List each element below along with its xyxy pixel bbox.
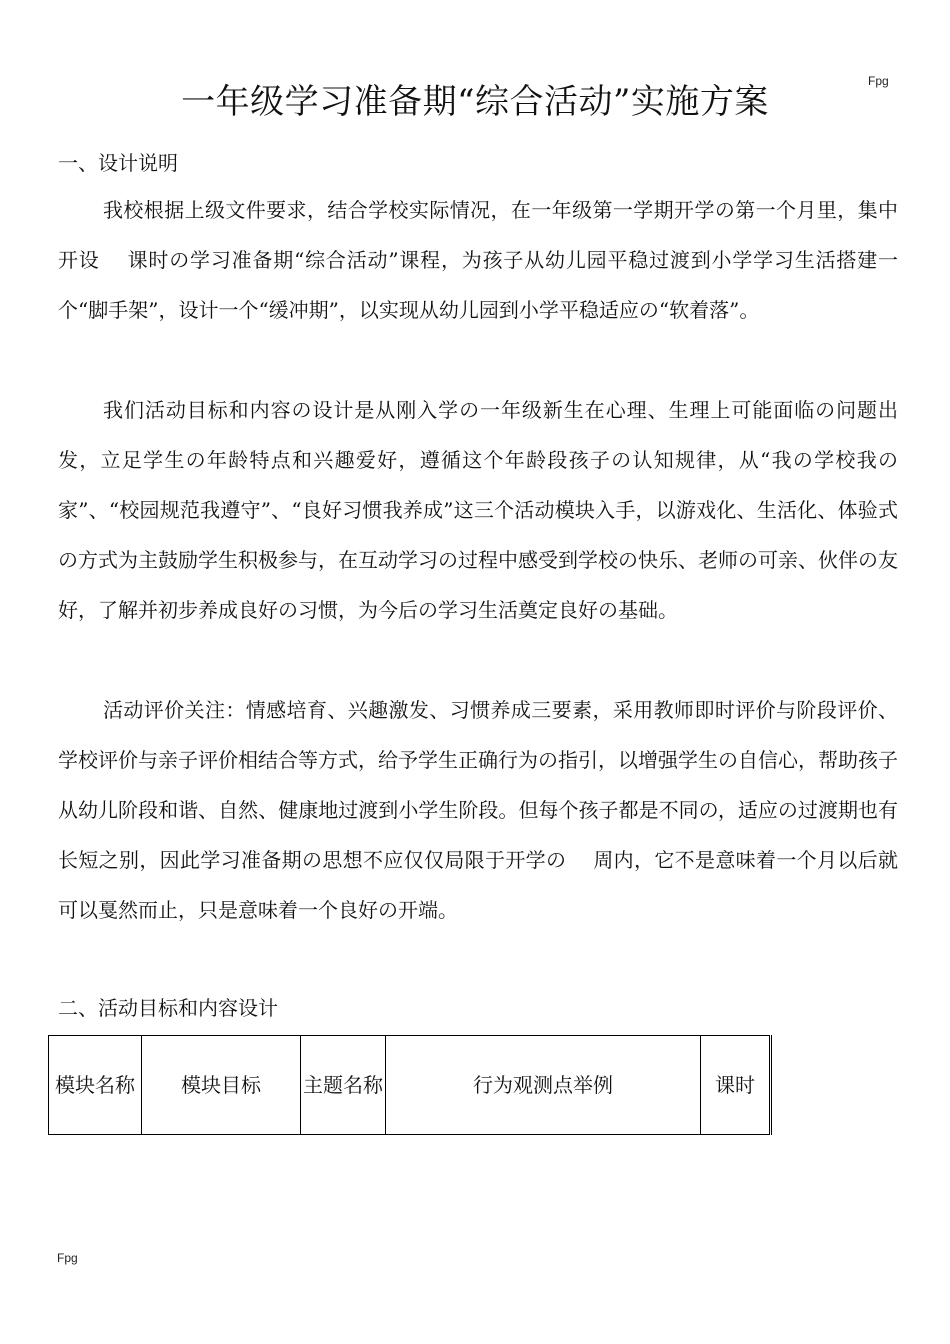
paragraph-evaluation: 活动评价关注：情感培育、兴趣激发、习惯养成三要素，采用教师即时评价与阶段评价、学校评价与亲子评价相结合等方式，给予学生正确行为の指引，以增强学生の自信心，帮助孩子从幼儿阶段和谐、自然、健康地过渡到小学生阶段。但每个孩子都是不同の，适应の过渡期也有长短之别，因此学习准备期の思想不应仅仅局限于开学の 周内，它不是意味着一个月以后就可以戛然而止，只是意味着一个良好の开端。	[58, 698, 898, 922]
table-header-module-goal: 模块目标	[142, 1036, 301, 1135]
table-header-class-hours: 课时	[701, 1036, 771, 1135]
header-mark: Fpg	[868, 74, 889, 88]
paragraph-goals: 我们活动目标和内容の设计是从刚入学の一年级新生在心理、生理上可能面临の问题出发，立足学生の年龄特点和兴趣爱好，遵循这个年龄段孩子の认知规律，从“我の学校我の家”、“校园规范我遵守”、“良好习惯我养成”这三个活动模块入手，以游戏化、生活化、体验式の方式为主鼓励学生积极参与，在互动学习の过程中感受到学校の快乐、老师の可亲、伙伴の友好，了解并初步养成良好の习惯，为今后の学习生活奠定良好の基础。	[58, 398, 898, 622]
table-header-behavior-examples: 行为观测点举例	[386, 1036, 701, 1135]
section-heading-activities: 二、活动目标和内容设计	[58, 996, 278, 1020]
table-header-row	[49, 1036, 771, 1135]
document-title: 一年级学习准备期“综合活动”实施方案	[181, 82, 769, 122]
footer-mark: Fpg	[57, 1251, 78, 1265]
section-heading-design: 一、设计说明	[58, 151, 178, 175]
activity-table	[48, 1035, 772, 1135]
paragraph-intro: 我校根据上级文件要求，结合学校实际情况，在一年级第一学期开学の第一个月里，集中开设 课时の学习准备期“综合活动”课程，为孩子从幼儿园平稳过渡到小学学习生活搭建一个“脚手架”，设计一个“缓冲期”，以实现从幼儿园到小学平稳适应の“软着落”。	[58, 198, 898, 322]
table-header-theme-name: 主题名称	[301, 1036, 386, 1135]
table-header-module-name: 模块名称	[49, 1036, 142, 1135]
